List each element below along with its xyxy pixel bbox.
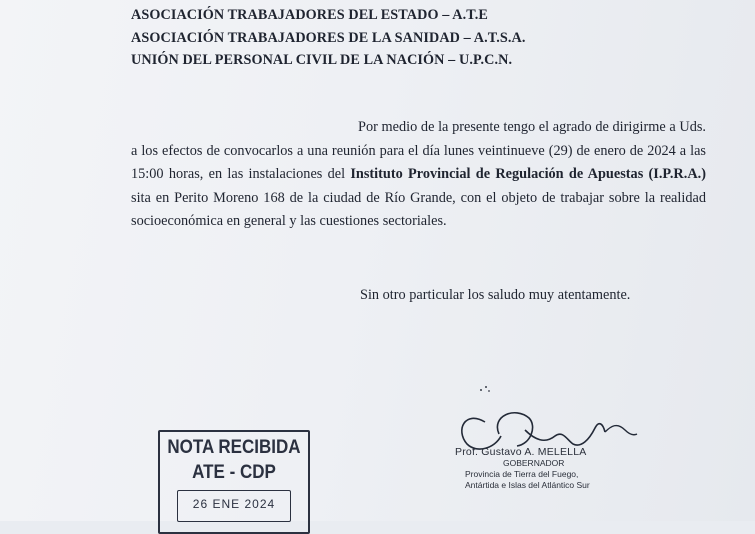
received-stamp (158, 430, 310, 534)
letter-body (131, 116, 706, 234)
stamp-subtitle: ATE - CDP (192, 460, 276, 483)
province-line-1: Provincia de Tierra del Fuego, (465, 469, 579, 479)
header-line-atsa: ASOCIACIÓN TRABAJADORES DE LA SANIDAD – A.T.S.A. (131, 29, 526, 46)
stamp-date: 26 ENE 2024 (177, 490, 291, 522)
institution-name: Instituto Provincial de Regulación de Apuestas (I.P.R.A.) (350, 166, 706, 182)
letter-header (131, 4, 526, 72)
header-line-ate: ASOCIACIÓN TRABAJADORES DEL ESTADO – A.T.E (131, 7, 488, 23)
province-line-2: Antártida e Islas del Atlántico Sur (465, 480, 590, 490)
signature-block (455, 447, 625, 491)
body-text-part1: Por medio de la presente tengo el agrado de dirigirme a Uds. a los efectos de convocarlos a una reunión para el día lunes veintinueve (29) de enero de 2024 a las 15:00 horas, en las instalaciones del (131, 119, 706, 182)
stamp-title: NOTA RECIBIDA (167, 435, 301, 458)
signatory-role: GOBERNADOR (503, 458, 565, 468)
body-text-part2: sita en Perito Moreno 168 de la ciudad de Río Grande, con el objeto de trabajar sobre la realidad socioeconómica en general y las cuestiones sectoriales. (131, 189, 706, 229)
ink-dots (478, 384, 492, 394)
body-paragraph (131, 116, 706, 234)
header-line-upcn: UNIÓN DEL PERSONAL CIVIL DE LA NACIÓN – U.P.C.N. (131, 52, 513, 68)
closing-line: Sin otro particular los saludo muy atentamente. (360, 287, 631, 303)
signatory-name: Prof. Gustavo A. MELELLA (455, 446, 587, 458)
